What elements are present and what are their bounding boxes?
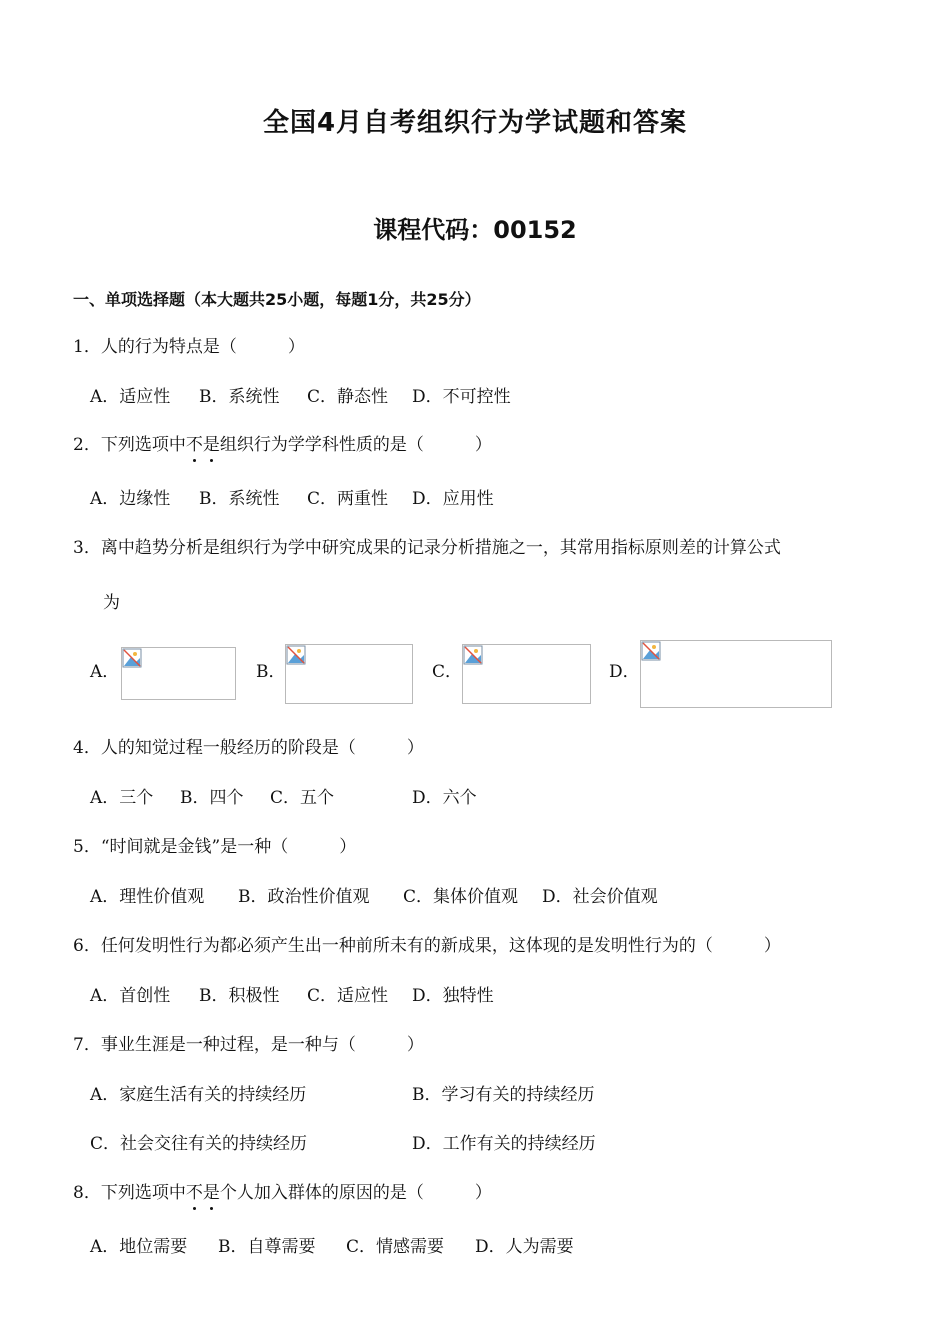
- question-3-option-b-label: B．: [256, 662, 286, 682]
- question-7-option-b: B．学习有关的持续经历: [412, 1085, 595, 1105]
- question-8-stem-post: 个人加入群体的原因的是（ ）: [219, 1183, 492, 1203]
- question-4-option-c: C．五个: [270, 788, 335, 808]
- question-2-stem: [73, 434, 492, 456]
- broken-image-icon: [122, 648, 142, 668]
- page-title: 全国4月自考组织行为学试题和答案: [262, 108, 688, 138]
- question-5-option-d: D．社会价值观: [542, 887, 658, 907]
- question-4-option-d: D．六个: [412, 788, 477, 808]
- section-heading: 一、单项选择题（本大题共25小题，每题1分，共25分）: [73, 290, 481, 309]
- question-4-option-a: A．三个: [90, 788, 154, 808]
- question-7-option-a: A．家庭生活有关的持续经历: [90, 1085, 307, 1105]
- question-2-stem-post: 组织行为学学科性质的是（ ）: [219, 435, 492, 455]
- question-3-option-d-label: D．: [609, 662, 640, 682]
- question-3-option-b-formula-image: [285, 644, 413, 704]
- question-1-option-a: A．适应性: [90, 387, 171, 407]
- question-2-emphasis-is: 是: [202, 435, 220, 455]
- question-4-option-b: B．四个: [180, 788, 244, 808]
- question-3-option-c-formula-image: [462, 644, 591, 704]
- question-8-emphasis-not: 不: [185, 1183, 203, 1203]
- question-7-stem: 7．事业生涯是一种过程，是一种与（ ）: [73, 1035, 424, 1055]
- question-2-option-a: A．边缘性: [90, 489, 171, 509]
- question-3-option-a-formula-image: [121, 647, 236, 700]
- question-5-option-a: A．理性价值观: [90, 887, 205, 907]
- question-6-option-d: D．独特性: [412, 986, 494, 1006]
- question-2-option-c: C．两重性: [307, 489, 389, 509]
- question-1-option-c: C．静态性: [307, 387, 389, 407]
- question-2-stem-pre: 2．下列选项中: [73, 435, 186, 455]
- question-7-option-d: D．工作有关的持续经历: [412, 1134, 596, 1154]
- question-1-stem: 1．人的行为特点是（ ）: [73, 337, 305, 357]
- question-5-option-c: C．集体价值观: [403, 887, 519, 907]
- course-code: 课程代码：00152: [373, 216, 577, 244]
- question-6-option-a: A．首创性: [90, 986, 171, 1006]
- question-2-emphasis-not: 不: [185, 435, 203, 455]
- broken-image-icon: [463, 645, 483, 665]
- question-8-option-d: D．人为需要: [475, 1237, 574, 1257]
- question-6-option-c: C．适应性: [307, 986, 389, 1006]
- broken-image-icon: [641, 641, 661, 661]
- question-3-option-a-label: A．: [90, 662, 120, 682]
- question-5-stem: 5．“时间就是金钱”是一种（ ）: [73, 837, 357, 857]
- question-8-stem-pre: 8．下列选项中: [73, 1183, 186, 1203]
- question-3-stem: 3．离中趋势分析是组织行为学中研究成果的记录分析措施之一，其常用指标原则差的计算公式: [73, 538, 781, 558]
- question-8-option-c: C．情感需要: [346, 1237, 445, 1257]
- question-8-option-b: B．自尊需要: [218, 1237, 316, 1257]
- question-6-stem: 6．任何发明性行为都必须产生出一种前所未有的新成果，这体现的是发明性行为的（ ）: [73, 936, 781, 956]
- broken-image-icon: [286, 645, 306, 665]
- question-1-option-d: D．不可控性: [412, 387, 511, 407]
- question-2-option-d: D．应用性: [412, 489, 494, 509]
- question-7-option-c: C．社会交往有关的持续经历: [90, 1134, 308, 1154]
- question-8-stem: [73, 1182, 492, 1204]
- question-1-option-b: B．系统性: [199, 387, 280, 407]
- question-2-option-b: B．系统性: [199, 489, 280, 509]
- question-8-emphasis-is: 是: [202, 1183, 220, 1203]
- question-5-option-b: B．政治性价值观: [238, 887, 370, 907]
- question-3-stem-continued: 为: [103, 593, 120, 613]
- question-3-option-c-label: C．: [432, 662, 463, 682]
- question-4-stem: 4．人的知觉过程一般经历的阶段是（ ）: [73, 738, 424, 758]
- question-6-option-b: B．积极性: [199, 986, 280, 1006]
- question-3-option-d-formula-image: [640, 640, 832, 708]
- question-8-option-a: A．地位需要: [90, 1237, 188, 1257]
